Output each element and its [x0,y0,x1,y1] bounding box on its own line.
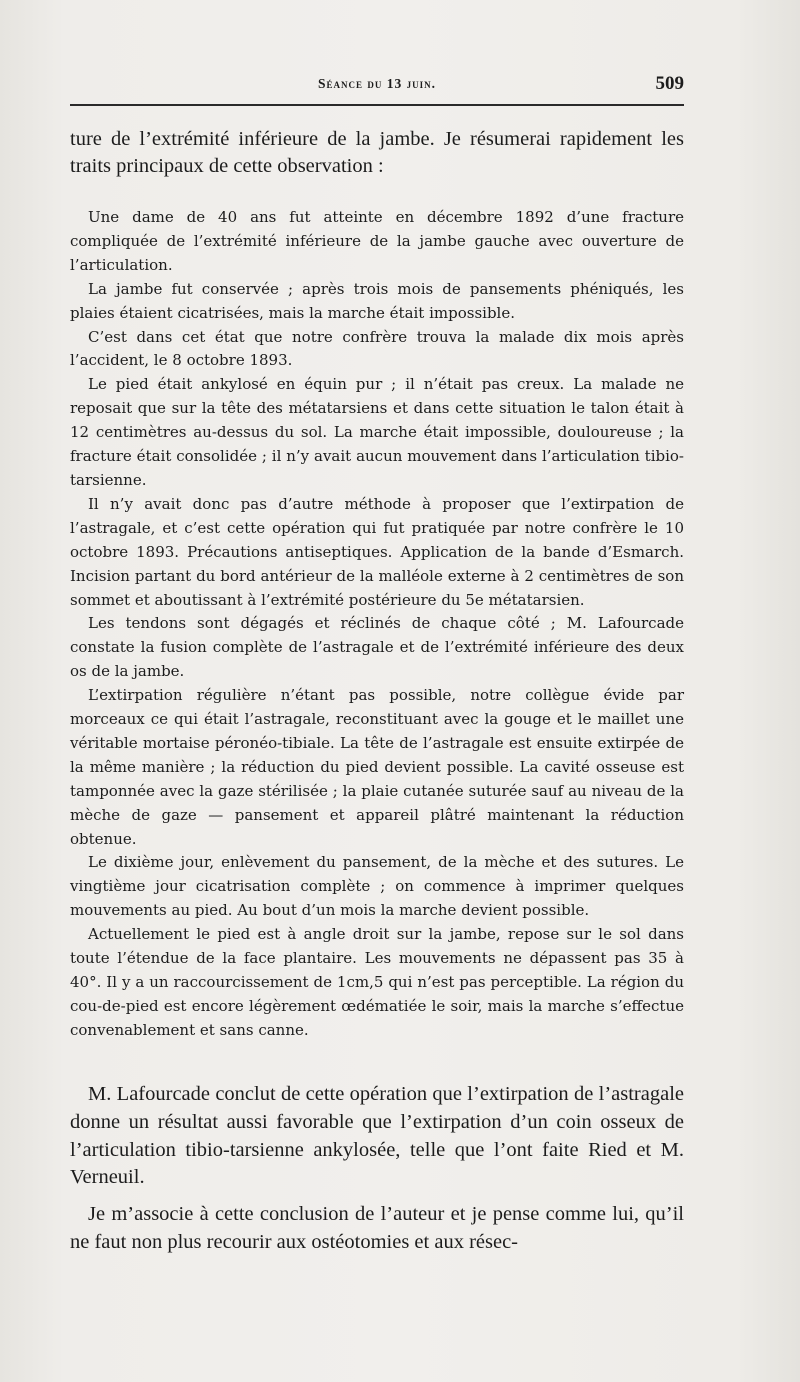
page-header [70,73,684,100]
observation-paragraph: L’extirpation régulière n’étant pas possible, notre collègue évide par morceaux ce qui était l’astragale, reconstituant avec la gouge et le maillet une véritable mortaise péronéo-tibiale. La tête de l’astragale est ensuite extirpée de la même manière ; la réduction du pied devient possible. La cavité osseuse est tamponnée avec la gaze stérilisée ; la plaie cutanée suturée sauf au niveau de la mèche de gaze — pansement et appareil plâtré maintenant la réduction obtenue. [70,686,684,848]
observation-section [70,206,684,1043]
running-title: Séance du 13 juin. [317,76,436,91]
page-number: 509 [655,73,684,94]
observation-paragraph: C’est dans cet état que notre confrère trouva la malade dix mois après l’accident, le 8 octobre 1893. [70,327,684,370]
header-rule [70,104,684,106]
observation-paragraph: Il n’y avait donc pas d’autre méthode à proposer que l’extirpation de l’astragale, et c’est cette opération qui fut pratiquée par notre confrère le 10 octobre 1893. Précautions antiseptiques. Application de la bande d’Esmarch. Incision partant du bord antérieur de la malléole externe à 2 centimètres de son sommet et aboutissant à l’extrémité postérieure du 5e métatarsien. [70,494,684,609]
observation-paragraph: Une dame de 40 ans fut atteinte en décembre 1892 d’une fracture compliquée de l’extrémité inférieure de la jambe gauche avec ouverture de l’articulation. [70,208,684,274]
intro-paragraph: ture de l’extrémité inférieure de la jambe. Je résumerai rapidement les traits principaux de cette observation : [70,128,684,177]
observation-paragraph: Actuellement le pied est à angle droit sur la jambe, repose sur le sol dans toute l’étendue de la face plantaire. Les mouvements ne dépassent pas 35 à 40°. Il y a un raccourcissement de 1cm,5 qui n’est pas perceptible. La région du cou-de-pied est encore légèrement œdématiée le soir, mais la marche s’effectue convenablement et sans canne. [70,925,684,1039]
conclusion-paragraph: M. Lafourcade conclut de cette opération que l’extirpation de l’astragale donne un résultat aussi favorable que l’extirpation d’un coin osseux de l’articulation tibio-tarsienne ankylosée, telle que l’ont faite Ried et M. Verneuil. [70,1083,684,1189]
observation-paragraph: Les tendons sont dégagés et réclinés de chaque côté ; M. Lafourcade constate la fusion complète de l’astragale et de l’extrémité inférieure des deux os de la jambe. [70,614,684,681]
observation-paragraph: Le pied était ankylosé en équin pur ; il n’était pas creux. La malade ne reposait que sur la tête des métatarsiens et dans cette situation le talon était à 12 centimètres au-dessus du sol. La marche était impossible, douloureuse ; la fracture était consolidée ; il n’y avait aucun mouvement dans l’articulation tibio-tarsienne. [70,375,684,489]
conclusion-paragraph: Je m’associe à cette conclusion de l’auteur et je pense comme lui, qu’il ne faut non plus recourir aux ostéotomies et aux résec- [70,1203,684,1253]
conclusion-section [70,1081,684,1257]
observation-paragraph: La jambe fut conservée ; après trois mois de pansements phéniqués, les plaies étaient cicatrisées, mais la marche était impossible. [70,279,684,322]
observation-paragraph: Le dixième jour, enlèvement du pansement, de la mèche et des sutures. Le vingtième jour cicatrisation complète ; on commence à imprimer quelques mouvements au pied. Au bout d’un mois la marche devient possible. [70,853,684,920]
